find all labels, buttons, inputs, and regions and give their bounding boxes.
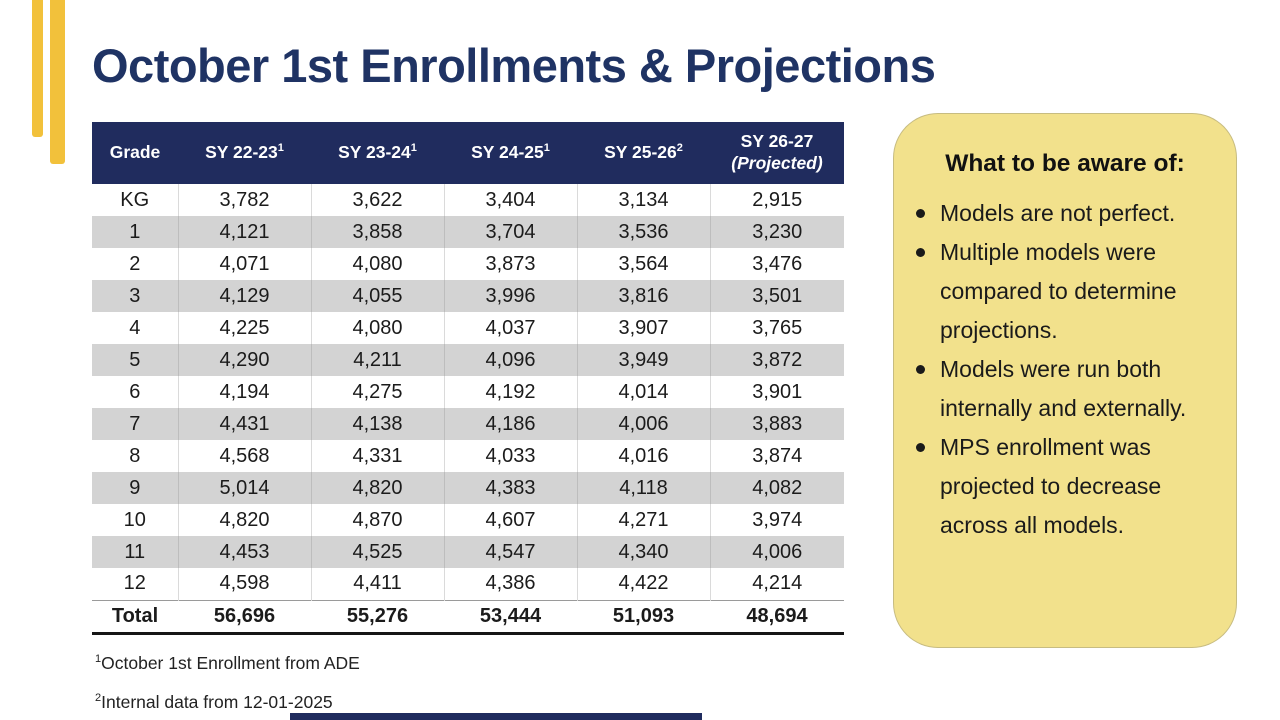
value-cell: 4,820 [178,504,311,536]
bullet-dot-icon [916,443,925,452]
value-cell: 4,525 [311,536,444,568]
value-cell: 4,431 [178,408,311,440]
value-cell: 4,082 [752,476,803,499]
table-row [92,216,844,248]
grade-cell: KG [92,184,178,216]
value-cell: 4,016 [577,440,710,472]
grade-cell: 10 [92,504,178,536]
table-row [92,504,844,536]
value-cell: 3,404 [444,184,577,216]
column-header [92,122,178,184]
callout-bullet-text: Models are not perfect. [940,200,1176,226]
table-row [92,376,844,408]
column-header [444,122,577,184]
value-cell: 3,230 [752,220,803,243]
value-cell: 4,383 [444,472,577,504]
value-cell: 3,704 [444,216,577,248]
grade-cell: 6 [92,376,178,408]
value-cell: 3,873 [444,248,577,280]
value-cell: 3,782 [178,184,311,216]
footnote-text: Internal data from 12-01-2025 [101,692,333,713]
value-cell: 4,422 [577,568,710,600]
value-cell: 2,915 [752,188,803,211]
value-cell: 4,037 [444,312,577,344]
value-cell: 4,386 [444,568,577,600]
value-cell: 3,883 [752,412,803,435]
value-cell: 3,536 [577,216,710,248]
column-header-subline: (Projected) [731,153,823,173]
callout-bullet-item [940,194,1220,233]
value-cell: 3,622 [311,184,444,216]
value-cell: 4,820 [311,472,444,504]
value-cell: 4,194 [178,376,311,408]
value-cell: 3,134 [577,184,710,216]
grade-cell: 7 [92,408,178,440]
value-cell: 4,607 [444,504,577,536]
column-header-footnote-marker: 1 [410,142,417,155]
total-value-cell: 56,696 [178,600,311,633]
value-cell: 4,598 [178,568,311,600]
total-value-cell: 55,276 [311,600,444,633]
left-accent-bar-long [50,0,65,164]
value-cell: 3,476 [752,252,803,275]
value-cell: 4,870 [311,504,444,536]
bullet-dot-icon [916,365,925,374]
value-cell: 4,547 [444,536,577,568]
total-label-cell: Total [92,600,178,633]
bullet-dot-icon [916,209,925,218]
table-row [92,536,844,568]
table-row [92,568,844,600]
column-header-footnote-marker: 2 [676,142,683,155]
value-cell: 3,765 [752,316,803,339]
column-header-label: SY 22-23 [205,142,278,163]
value-cell: 4,453 [178,536,311,568]
value-cell: 3,901 [752,380,803,403]
grade-cell: 1 [92,216,178,248]
value-cell: 5,014 [178,472,311,504]
callout-bullet-item [940,233,1220,350]
column-header-label: SY 24-25 [471,142,544,163]
value-cell: 4,411 [311,568,444,600]
callout-bullet-item [940,428,1220,545]
total-value-cell: 48,694 [710,600,844,633]
callout-bullet-text: Models were run both internally and externally. [940,356,1187,421]
value-cell: 4,214 [752,572,803,595]
value-cell: 4,340 [577,536,710,568]
slide-title: October 1st Enrollments & Projections [92,39,936,92]
column-header-label: Grade [109,142,161,163]
table-header-row [92,122,844,184]
grade-cell: 2 [92,248,178,280]
value-cell: 4,331 [311,440,444,472]
column-header-label: SY 23-24 [338,142,411,163]
footnote-text: October 1st Enrollment from ADE [101,652,360,673]
value-cell: 3,501 [752,284,803,307]
table-row [92,280,844,312]
callout-bullet-item [940,350,1220,428]
column-header [710,122,844,184]
left-accent-bar-short [32,0,43,137]
column-header [311,122,444,184]
grade-cell: 3 [92,280,178,312]
enrollment-table-container [92,122,844,720]
enrollment-table [92,122,844,635]
value-cell: 4,129 [178,280,311,312]
value-cell: 4,006 [577,408,710,440]
value-cell: 4,080 [311,312,444,344]
value-cell: 4,055 [311,280,444,312]
footnote [95,641,844,681]
column-header [577,122,710,184]
value-cell: 4,014 [577,376,710,408]
table-row [92,344,844,376]
column-header-label: SY 26-27 [740,131,814,152]
value-cell: 4,192 [444,376,577,408]
value-cell: 3,816 [577,280,710,312]
grade-cell: 11 [92,536,178,568]
value-cell: 4,568 [178,440,311,472]
table-row [92,248,844,280]
value-cell: 4,290 [178,344,311,376]
table-row [92,312,844,344]
value-cell: 4,080 [311,248,444,280]
value-cell: 3,907 [577,312,710,344]
grade-cell: 9 [92,472,178,504]
column-header-label: SY 25-26 [604,142,677,163]
value-cell: 4,006 [752,540,803,563]
value-cell: 4,271 [577,504,710,536]
value-cell: 3,974 [752,508,803,531]
grade-cell: 8 [92,440,178,472]
footnote-marker: 2 [95,692,102,705]
table-footnotes [92,641,844,720]
grade-cell: 5 [92,344,178,376]
footnote-marker: 1 [95,652,102,665]
column-header-footnote-marker: 1 [543,142,550,155]
callout-bullet-list [894,194,1236,545]
total-value-cell: 53,444 [444,600,577,633]
value-cell: 4,121 [178,216,311,248]
value-cell: 4,186 [444,408,577,440]
bottom-accent-bar [290,713,702,720]
value-cell: 3,858 [311,216,444,248]
bullet-dot-icon [916,248,925,257]
grade-cell: 4 [92,312,178,344]
table-row [92,408,844,440]
total-value-cell: 51,093 [577,600,710,633]
value-cell: 3,872 [752,348,803,371]
value-cell: 3,949 [577,344,710,376]
grade-cell: 12 [92,568,178,600]
column-header [178,122,311,184]
table-row [92,440,844,472]
value-cell: 4,071 [178,248,311,280]
value-cell: 3,996 [444,280,577,312]
callout-bullet-text: Multiple models were compared to determine projections. [940,239,1177,343]
value-cell: 4,225 [178,312,311,344]
value-cell: 4,033 [444,440,577,472]
callout-heading: What to be aware of: [945,150,1185,177]
table-row [92,184,844,216]
value-cell: 3,874 [752,444,803,467]
value-cell: 4,275 [311,376,444,408]
table-row [92,472,844,504]
callout-bullet-text: MPS enrollment was projected to decrease across all models. [940,434,1162,538]
table-total-row [92,600,844,633]
callout-box [893,113,1237,648]
column-header-footnote-marker: 1 [277,142,284,155]
value-cell: 3,564 [577,248,710,280]
value-cell: 4,138 [311,408,444,440]
value-cell: 4,118 [577,472,710,504]
value-cell: 4,096 [444,344,577,376]
value-cell: 4,211 [311,344,444,376]
